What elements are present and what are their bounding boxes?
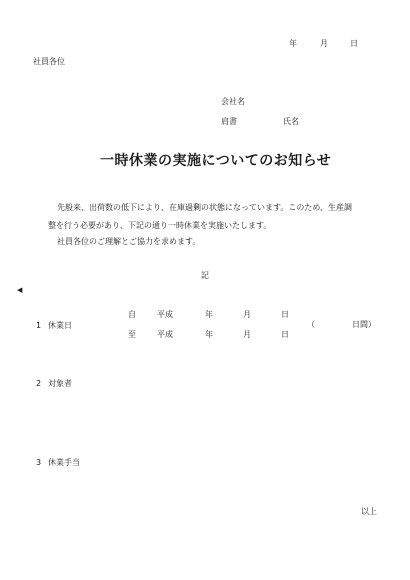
closing-label: 以上 [361, 507, 377, 516]
duration-days-label: 日間） [352, 320, 376, 329]
duration-open-paren: （ [307, 320, 315, 329]
date-month-label: 月 [320, 39, 328, 48]
body-line: 社員各位のご理解とご協力を求めます。 [57, 237, 201, 246]
to-month: 月 [243, 330, 251, 339]
item-number: 3 [36, 458, 42, 467]
date-day-label: 日 [350, 39, 358, 48]
addressee: 社員各位 [33, 57, 65, 66]
from-year: 年 [205, 310, 213, 319]
person-name-label: 氏名 [283, 117, 299, 126]
item-number: 2 [36, 379, 42, 388]
page-title: 一時休業の実施についてのお知らせ [100, 153, 332, 169]
from-month: 月 [243, 310, 251, 319]
body-line: 先般来、出荷数の低下により、在庫過剰の状態になっています。このため、生産調 [57, 203, 353, 212]
body-line: 整を行う必要があり、下記の通り一時休業を実施いたします。 [48, 221, 272, 230]
date-year-label: 年 [289, 39, 297, 48]
to-day: 日 [281, 330, 289, 339]
from-day: 日 [281, 310, 289, 319]
triangle-marker-icon: ◀ [17, 286, 23, 294]
to-prefix: 至 [128, 330, 136, 339]
item-number: 1 [36, 321, 42, 330]
item-label: 休業日 [48, 321, 72, 330]
item-label: 休業手当 [48, 458, 80, 467]
to-year: 年 [205, 330, 213, 339]
from-prefix: 自 [128, 310, 136, 319]
from-era: 平成 [157, 310, 173, 319]
item-label: 対象者 [48, 379, 72, 388]
ki-label: 記 [201, 271, 209, 280]
position-title-label: 肩書 [221, 117, 237, 126]
company-name-label: 会社名 [221, 97, 245, 106]
to-era: 平成 [157, 330, 173, 339]
